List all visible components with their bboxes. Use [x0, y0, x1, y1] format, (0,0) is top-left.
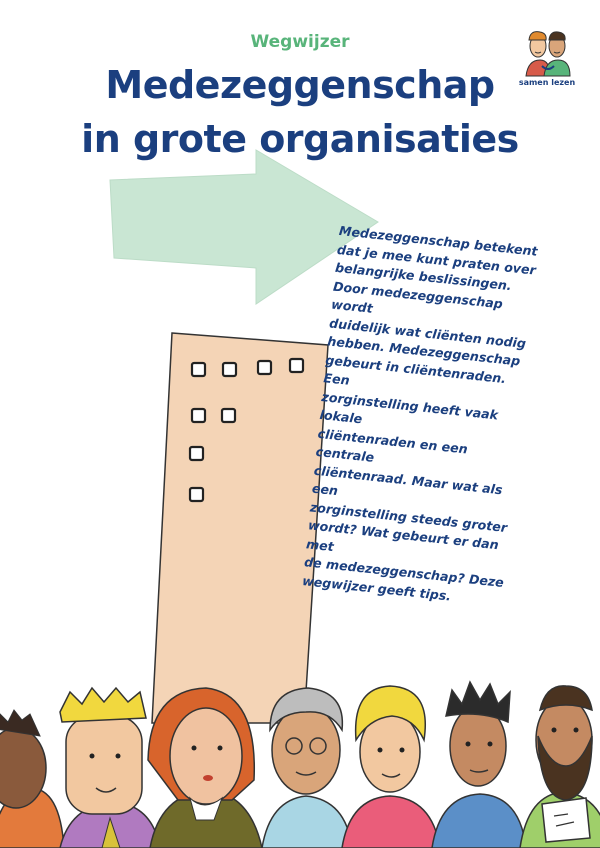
- page-kicker: Wegwijzer: [250, 32, 350, 52]
- intro-text: Medezeggenschap betekent dat je mee kunt praten over belangrijke beslissingen. Door medezeggenschap wordt duidelijk wat cliënten nodig hebben. Medezeggenschap gebeurt in cliëntenraden. Een zorginstelling heeft vaak lokale cliëntenraden en een centrale cliëntenraad. Maar wat als een zorginstelling steeds groter wordt? Wat gebeurt er dan met de medezeggenschap? Deze wegwijzer geeft tips.: [301, 222, 539, 604]
- samen-lezen-logo: [516, 26, 578, 92]
- title-line-1: Medezeggenschap: [105, 63, 495, 107]
- group-of-people-icon: [0, 670, 600, 848]
- logo-text: samen lezen: [518, 78, 576, 87]
- two-people-logo-icon: [516, 26, 578, 78]
- title-line-2: in grote organisaties: [81, 117, 519, 161]
